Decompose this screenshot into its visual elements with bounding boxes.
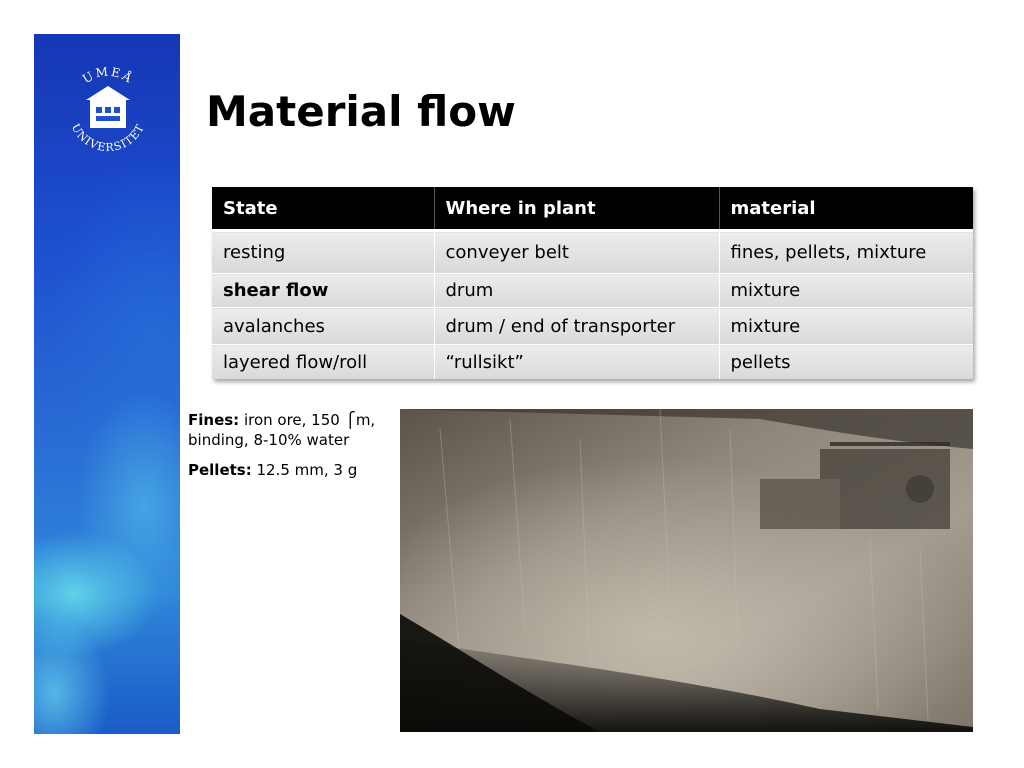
cell-material: mixture	[719, 308, 973, 345]
table-row	[212, 308, 973, 345]
cell-material: mixture	[719, 274, 973, 308]
table-row	[212, 345, 973, 380]
cell-where: drum / end of transporter	[434, 308, 719, 345]
drum-photo	[400, 409, 973, 732]
fines-label: Fines:	[188, 411, 240, 429]
header-where-in-plant: Where in plant	[434, 187, 719, 231]
logo-top-text: UMEÅ	[80, 64, 136, 87]
pellets-label: Pellets:	[188, 461, 252, 479]
cell-material: fines, pellets, mixture	[719, 231, 973, 274]
fines-text: iron ore, 150 ⎧m, binding, 8-10% water	[188, 411, 376, 449]
cell-state: shear flow	[212, 274, 434, 308]
pellets-note	[188, 460, 393, 480]
logo-bottom-text: UNIVERSITET	[68, 121, 148, 155]
sidebar-banner	[34, 34, 180, 734]
table-header-row	[212, 187, 973, 231]
cell-state: avalanches	[212, 308, 434, 345]
header-state: State	[212, 187, 434, 231]
umea-university-logo	[60, 62, 156, 158]
building-icon	[86, 86, 130, 128]
pellets-text: 12.5 mm, 3 g	[251, 461, 358, 479]
cell-state: resting	[212, 231, 434, 274]
cell-where: conveyer belt	[434, 231, 719, 274]
cell-material: pellets	[719, 345, 973, 380]
header-material: material	[719, 187, 973, 231]
page-title: Material flow	[206, 87, 516, 136]
svg-text:UMEÅ	[80, 64, 136, 86]
table-row	[212, 274, 973, 308]
material-flow-table	[212, 187, 973, 379]
material-notes	[188, 410, 393, 490]
cell-where: “rullsikt”	[434, 345, 719, 380]
cell-where: drum	[434, 274, 719, 308]
table-row	[212, 231, 973, 274]
cell-state: layered flow/roll	[212, 345, 434, 380]
fines-note	[188, 410, 393, 450]
